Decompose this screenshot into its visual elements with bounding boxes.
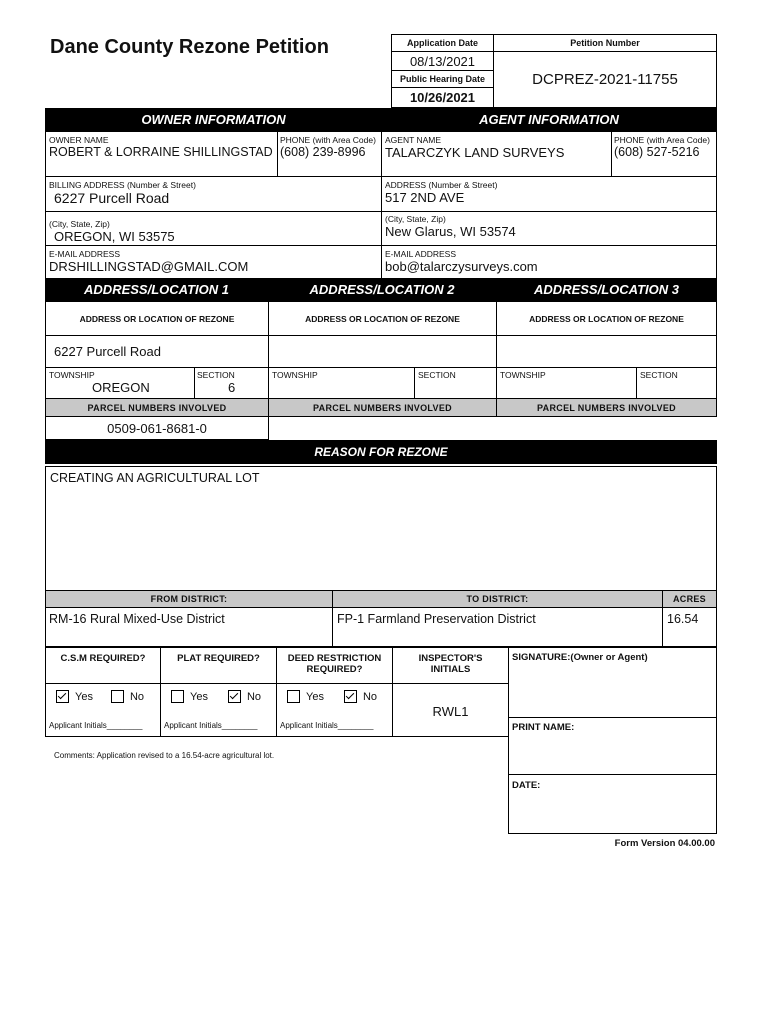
reason-box <box>45 466 717 591</box>
deed-yes-checkbox[interactable] <box>287 690 300 703</box>
date-cell[interactable] <box>508 774 717 834</box>
print-name-cell[interactable] <box>508 717 717 775</box>
owner-email-label: E-MAIL ADDRESS <box>49 249 121 259</box>
plat-yes-checkbox[interactable] <box>171 690 184 703</box>
location-2-section-label: SECTION <box>418 370 456 380</box>
location-3-address-cell <box>496 335 717 368</box>
owner-email: DRSHILLINGSTAD@GMAIL.COM <box>49 259 249 274</box>
agent-city-label: (City, State, Zip) <box>385 214 446 224</box>
agent-name-cell <box>381 131 612 177</box>
owner-phone: (608) 239-8996 <box>280 145 366 159</box>
agent-city: New Glarus, WI 53574 <box>385 224 516 239</box>
from-district: RM-16 Rural Mixed-Use District <box>45 607 333 647</box>
csm-no-label: No <box>129 690 145 703</box>
owner-city-label: (City, State, Zip) <box>49 219 110 229</box>
csm-yes-checkbox[interactable] <box>56 690 69 703</box>
owner-billing: 6227 Purcell Road <box>54 190 170 206</box>
plat-options-cell <box>160 683 277 737</box>
plat-no-checkbox[interactable] <box>228 690 241 703</box>
deed-applicant-initials: Applicant Initials________ <box>280 721 374 730</box>
plat-required-label: PLAT REQUIRED? <box>160 647 277 684</box>
from-district-label: FROM DISTRICT: <box>45 590 333 608</box>
owner-name-cell <box>45 131 278 177</box>
location-2-township-label: TOWNSHIP <box>272 370 318 380</box>
deed-options-cell <box>276 683 393 737</box>
location-1-parcel-label: PARCEL NUMBERS INVOLVED <box>45 398 269 417</box>
signature-cell[interactable] <box>508 647 717 718</box>
agent-phone: (608) 527-5216 <box>614 145 700 159</box>
location-1-address-cell <box>45 335 269 368</box>
form-version: Form Version 04.00.00 <box>614 838 715 849</box>
deed-no-label: No <box>362 690 378 703</box>
csm-applicant-initials: Applicant Initials________ <box>49 721 143 730</box>
agent-address-cell <box>381 176 717 212</box>
location-2-header: ADDRESS/LOCATION 2 <box>268 278 496 301</box>
reason-text: CREATING AN AGRICULTURAL LOT <box>50 471 260 485</box>
plat-no-label: No <box>246 690 262 703</box>
inspector-initials: RWL1 <box>392 683 509 737</box>
location-3-township-cell <box>496 367 637 399</box>
to-district-label: TO DISTRICT: <box>332 590 663 608</box>
agent-name-label: AGENT NAME <box>385 135 442 145</box>
location-1-section-label: SECTION <box>197 370 235 380</box>
reason-header: REASON FOR REZONE <box>45 440 717 464</box>
location-1-address-label: ADDRESS OR LOCATION OF REZONE <box>45 301 269 336</box>
agent-email-cell <box>381 245 717 279</box>
location-3-header: ADDRESS/LOCATION 3 <box>496 278 717 301</box>
signature-label: SIGNATURE:(Owner or Agent) <box>512 652 648 663</box>
application-date-label: Application Date <box>391 34 494 52</box>
print-name-label: PRINT NAME: <box>512 722 575 733</box>
to-district: FP-1 Farmland Preservation District <box>332 607 663 647</box>
deed-yes-label: Yes <box>306 690 324 703</box>
owner-phone-label: PHONE (with Area Code) <box>280 135 376 145</box>
deed-no-checkbox[interactable] <box>344 690 357 703</box>
petition-number-label: Petition Number <box>493 34 717 52</box>
owner-name: ROBERT & LORRAINE SHILLINGSTAD <box>49 145 273 159</box>
location-1-address: 6227 Purcell Road <box>54 344 161 359</box>
owner-phone-cell <box>277 131 382 177</box>
date-label: DATE: <box>512 780 541 791</box>
location-3-section-cell <box>636 367 717 399</box>
agent-phone-cell <box>611 131 717 177</box>
location-1-township-label: TOWNSHIP <box>49 370 95 380</box>
location-1-township-cell <box>45 367 195 399</box>
agent-phone-label: PHONE (with Area Code) <box>614 135 710 145</box>
location-1-header: ADDRESS/LOCATION 1 <box>45 278 268 301</box>
acres-value: 16.54 <box>662 607 717 647</box>
agent-address-label: ADDRESS (Number & Street) <box>385 180 498 190</box>
location-3-parcel-label: PARCEL NUMBERS INVOLVED <box>496 398 717 417</box>
comments: Comments: Application revised to a 16.54-acre agricultural lot. <box>54 751 275 760</box>
public-hearing-date: 10/26/2021 <box>391 87 494 108</box>
acres-label: ACRES <box>662 590 717 608</box>
agent-email: bob@talarczysurveys.com <box>385 259 538 274</box>
location-3-township-label: TOWNSHIP <box>500 370 546 380</box>
plat-applicant-initials: Applicant Initials________ <box>164 721 258 730</box>
page-title: Dane County Rezone Petition <box>50 36 329 58</box>
agent-info-header: AGENT INFORMATION <box>381 108 717 131</box>
location-1-section: 6 <box>228 380 236 395</box>
application-date-value: 08/13/2021 <box>391 51 494 71</box>
owner-billing-label: BILLING ADDRESS (Number & Street) <box>49 180 196 190</box>
owner-email-cell <box>45 245 382 279</box>
location-2-address-cell <box>268 335 497 368</box>
location-3-section-label: SECTION <box>640 370 678 380</box>
plat-yes-label: Yes <box>190 690 208 703</box>
location-2-section-cell <box>414 367 497 399</box>
agent-address: 517 2ND AVE <box>385 190 465 205</box>
inspector-initials-label: INSPECTOR'S INITIALS <box>392 647 509 684</box>
location-2-address-label: ADDRESS OR LOCATION OF REZONE <box>268 301 497 336</box>
owner-billing-cell <box>45 176 382 212</box>
owner-name-label: OWNER NAME <box>49 135 109 145</box>
agent-city-cell <box>381 211 717 246</box>
public-hearing-label: Public Hearing Date <box>391 70 494 88</box>
owner-city-cell <box>45 211 382 246</box>
owner-info-header: OWNER INFORMATION <box>45 108 382 131</box>
owner-city: OREGON, WI 53575 <box>54 229 175 244</box>
location-2-township-cell <box>268 367 415 399</box>
location-1-section-cell <box>194 367 269 399</box>
location-3-address-label: ADDRESS OR LOCATION OF REZONE <box>496 301 717 336</box>
csm-required-label: C.S.M REQUIRED? <box>45 647 161 684</box>
petition-number: DCPREZ-2021-11755 <box>493 51 717 108</box>
location-1-township: OREGON <box>92 380 150 395</box>
agent-email-label: E-MAIL ADDRESS <box>385 249 457 259</box>
csm-yes-label: Yes <box>75 690 93 703</box>
csm-no-checkbox[interactable] <box>111 690 124 703</box>
agent-name: TALARCZYK LAND SURVEYS <box>385 145 565 160</box>
csm-options-cell <box>45 683 161 737</box>
location-1-parcel: 0509-061-8681-0 <box>45 416 269 440</box>
location-2-parcel-label: PARCEL NUMBERS INVOLVED <box>268 398 497 417</box>
deed-required-label: DEED RESTRICTION REQUIRED? <box>276 647 393 684</box>
